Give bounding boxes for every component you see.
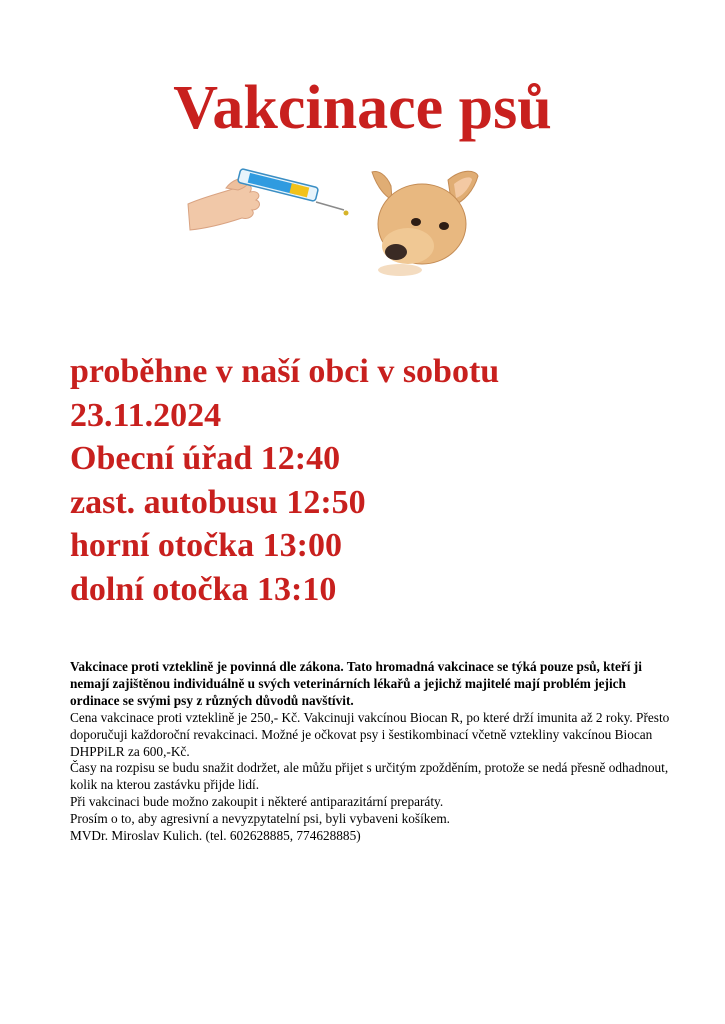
schedule-date: 23.11.2024 — [70, 396, 222, 434]
syringe-in-hand-icon — [188, 169, 349, 230]
info-section — [70, 659, 670, 845]
info-price: Cena vakcinace proti vzteklině je 250,- Kč. Vakcinuji vakcínou Biocan R, po které drží imunita až 2 roky. Přesto doporučuji každoroční revakcinaci. Možné je očkovat psy i šestikombinací včetně vzteklіny vakcínou Biocan DHPPiLR za 600,-Kč. — [70, 709, 670, 759]
dog-head-icon — [372, 171, 478, 276]
schedule-stop-horni-otocka: horní otočka 13:00 — [70, 527, 342, 564]
vaccination-illustration — [186, 166, 486, 276]
info-timing: Časy na rozpisu se budu snažit dodržet, ale můžu přijet s určitým zpožděním, protože se nedá přesně odhadnout, kolik na kterou zastávku přijde lidí. — [70, 760, 669, 793]
schedule-stop-autobus: zast. autobusu 12:50 — [70, 483, 366, 521]
page-title: Vakcinace psů — [173, 74, 552, 142]
info-contact: MVDr. Miroslav Kulich. (tel. 602628885, 774628885) — [70, 828, 361, 844]
info-mandatory-notice: Vakcinace proti vzteklině je povinná dle zákona. Tato hromadná vakcinace se týká pouze psů, kteří ji nemají zajištěnou individuálně u svých veterinárních lékařů a jejichž majitelé mají problém jejich ordinace se svými psy z různých důvodů navštívit. — [70, 659, 642, 708]
schedule-list — [70, 350, 499, 611]
schedule-stop-obecni-urad: Obecní úřad 12:40 — [70, 440, 341, 477]
schedule-stop-dolni-otocka: dolní otočka 13:10 — [70, 570, 337, 608]
info-muzzle-request: Prosím o to, aby agresivní a nevyzpytatelní psi, byli vybaveni košíkem. — [70, 811, 451, 827]
schedule-intro: proběhne v naší obci v sobotu — [70, 353, 500, 390]
info-antiparasitic: Při vakcinaci bude možno zakoupit i některé antiparazitární preparáty. — [70, 794, 444, 810]
